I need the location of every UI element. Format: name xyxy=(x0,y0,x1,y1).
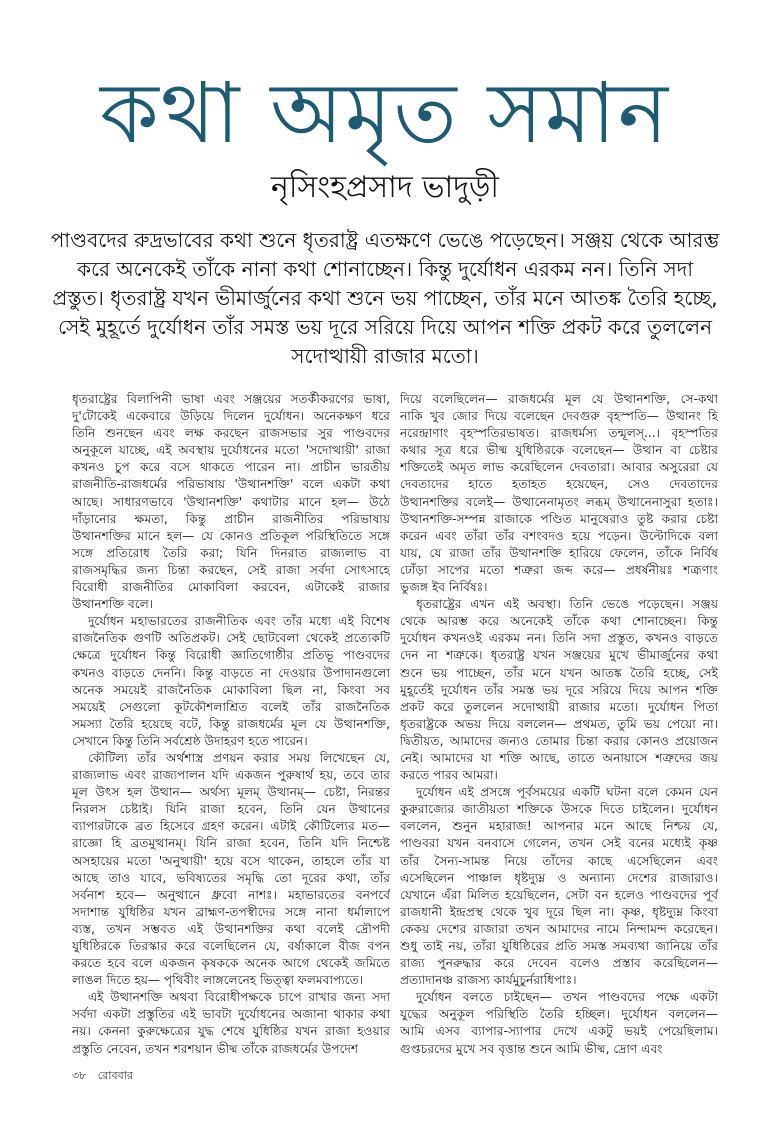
text-line: প্রস্তুতি নেবেন, তখন শরশয়ান ভীষ্ম তাঁকে রাজধর্মের উপদেশ xyxy=(72,1041,359,1056)
text-line: এসেছিলেন পাঞ্চাল ধৃষ্টদ্যুম্ন ও অন্যান্য দেশের রাজারাও। xyxy=(400,870,718,885)
text-line: নয়। কেননা কুরুক্ষেত্রের যুদ্ধ শেষে যুধিষ্ঠির যখন রাজা হওয়ার xyxy=(72,1024,390,1039)
text-line: ধৃতরাষ্ট্রের এখন এই অবস্থা। তিনি ভেঙে পড়েছেন। সঞ্জয় xyxy=(416,597,718,612)
text-line: বললেন, শুনুন মহারাজ! আপনার মনে আছে নিশ্চয় যে, xyxy=(400,819,718,834)
text-line: করতে পারব আমরা। xyxy=(400,768,498,783)
text-line: দিয়ে বলেছিলেন— রাজধর্মের মূল যে উত্থানশক্তি, সে-কথা xyxy=(400,392,718,406)
article-body xyxy=(72,391,718,1058)
text-line: দুর্যোধন বলতে চাইছেন— তখন পাণ্ডবদের পক্ষে একটা xyxy=(416,990,718,1005)
text-line: উত্থানশক্তির বলেই— উত্থানেনামৃতং লব্ধম্ উত্থানেনাসুরা হতাঃ। xyxy=(400,494,718,509)
text-line: শুধু তাই নয়, তাঁরা যুধিষ্ঠিরের প্রতি সমস্ত সমব্যথা জানিয়ে তাঁর xyxy=(400,939,718,953)
text-line: ব্যাপারটাকে ব্রত হিসেবে গ্রহণ করেন। এটাই কৌটিল্যের মত— xyxy=(72,819,390,834)
text-line: শুনে ভয় পাচ্ছেন, তাঁর মনে যখন আতঙ্ক তৈরি হচ্ছে, সেই xyxy=(400,665,718,680)
text-line: করেন এবং তাঁরা তাঁর বশংবদও হয়ে পড়েন। উল্টোদিকে বলা xyxy=(400,528,718,543)
article-author: নৃসিংহপ্রসাদ ভাদুড়ী xyxy=(270,170,499,205)
text-line: সময়েই সেগুলো কূটকৌশলাশ্রিত বলেই তাঁর রাজনৈতিক xyxy=(72,699,390,714)
text-line: রাজ্যলাভ এবং রাজ্যপালন যদি একজন পুরুষার্থ হয়, তবে তার xyxy=(72,768,390,783)
text-line: অনুকূলে যাচ্ছে, এই অবস্থায় দুর্যোধনের মতো 'সদোত্থায়ী' রাজা xyxy=(72,443,390,458)
text-line: সর্বদা একটা প্রস্তুতির এই ভাবটা দুর্যোধনের অজানা থাকার কথা xyxy=(72,1007,390,1022)
text-line: দুর্যোধন এই প্রসঙ্গে পূর্বসময়ের একটি ঘটনা বলে কেমন যেন xyxy=(416,785,718,800)
text-line: নাকি খুব জোর দিয়ে বলেছেন দেবগুরু বৃহস্পতি— উত্থানং হি xyxy=(400,409,718,424)
text-line: যেখানে এঁরা মিলিত হয়েছিলেন, সেটা বন হলেও পাণ্ডবদের পূর্ব xyxy=(400,887,718,902)
text-line: কখনও চুপ করে বসে থাকতে পারেন না। প্রাচীন ভারতীয় xyxy=(72,460,390,475)
text-line: করতে হবে বলে একজন কৃষককে অনেক আগে থেকেই জমিতে xyxy=(72,956,390,971)
text-line: রাজসমৃদ্ধির জন্য চিন্তা করছেন, সেই রাজা সর্বদা সোৎসাহে xyxy=(72,562,390,577)
text-line: দেন না শত্রুকে। ধৃতরাষ্ট্র যখন সঞ্জয়ের মুখে ভীমার্জুনের কথা xyxy=(400,648,718,663)
text-line: দু'টোকেই একেবারে উড়িয়ে দিলেন দুর্যোধন। অনেকক্ষণ ধরে xyxy=(72,409,390,424)
text-line: দুর্যোধন মহাভারতের রাজনীতিক এবং তাঁর মধ্যে এই বিশেষ xyxy=(88,614,390,629)
paragraph xyxy=(400,391,718,596)
text-line: উত্থানশক্তি-সম্পন্ন রাজাকে পণ্ডিত মানুষেরাও তুষ্ট করার চেষ্টা xyxy=(400,511,718,526)
text-line: মুহূর্তেই দুর্যোধন তাঁর সমস্ত ভয় দূরে সরিয়ে দিয়ে আপন শক্তি xyxy=(400,682,718,697)
page-footer xyxy=(72,1068,770,1104)
text-line: উত্থানশক্তির মানে হল— যে কোনও প্রতিকূল পরিস্থিতিতে সঙ্গে xyxy=(72,528,390,543)
text-line: দেবতাদের হাতে হতাহত হয়েছেন, সেও দেবতাদের xyxy=(400,477,718,492)
text-line: ব্যস্ত, তখন সম্ভবত এই উত্থানশক্তির কথা বলেই দ্রৌপদী xyxy=(72,921,390,936)
text-line: উত্থানশক্তি বলে। xyxy=(72,597,154,612)
text-line: অসহায়ের মতো 'অনুত্থায়ী' হয়ে বসে থাকেন, তাহলে তাঁর যা xyxy=(72,853,390,868)
text-line: তাঁর সৈন্য-সামন্ত নিয়ে তাঁদের কাছে এসেছিলেন এবং xyxy=(400,853,718,868)
text-line: সমস্যা তৈরি হয়েছে বটে, কিন্তু রাজধর্মের মূল যে উত্থানশক্তি, xyxy=(72,716,390,731)
text-line: যুদ্ধের অনুকূল পরিস্থিতি তৈরি হচ্ছিল। দুর্যোধন বললেন— xyxy=(400,1007,718,1022)
paragraph xyxy=(72,613,390,750)
text-line: নিরলস চেষ্টাই। যিনি রাজা হবেন, তিনি যেন উত্থানের xyxy=(72,802,390,817)
text-line: থেকে আরম্ভ করে অনেকেই তাঁকে কথা শোনাচ্ছেন। কিন্তু xyxy=(400,614,718,629)
text-line: রাজনীতি-রাজধর্মের পরিভাষায় 'উত্থানশক্তি' বলে একটা কথা xyxy=(72,477,390,492)
text-line: রাজধানী ইন্দ্রপ্রস্থ থেকে খুব দূরে ছিল না। কৃষ্ণ, ধৃষ্টদ্যুম্ন কিংবা xyxy=(400,904,718,919)
text-line: বিরোধী রাজনীতির মোকাবিলা করবেন, এটাকেই রাজার xyxy=(72,580,390,595)
text-line: ঢোঁড়া সাপের মতো শত্রুরা জব্দ করে— প্রধর্ষনীয়ঃ শত্রূণাং xyxy=(400,562,718,577)
text-line: ক্ষেত্রে দুর্যোধন কিন্তু বিরোধী জ্ঞাতিগোষ্ঠীর প্রতিভূ পাণ্ডবদের xyxy=(72,648,390,663)
text-line: সদাশান্ত যুধিষ্ঠির যখন ব্রাহ্মণ-তপস্বীদের সঙ্গে নানা ধর্মালাপে xyxy=(72,904,390,919)
text-line: সঙ্গে প্রতিরোধ তৈরি করা; যিনি দিনরাত রাজ্যলাভ বা xyxy=(72,545,390,560)
text-line: ধৃতরাষ্ট্রকে অভয় দিয়ে বললেন— প্রথমত, তুমি ভয় পেয়ো না। xyxy=(400,716,718,731)
text-line: এই উত্থানশক্তি অথবা বিরোধীপক্ষকে চাপে রাখার জন্য সদা xyxy=(88,990,390,1005)
page-number: ৩৮ xyxy=(72,1068,87,1082)
paragraph xyxy=(400,784,718,989)
text-line: কুরুরাজ্যের জাতীয়তা শক্তিকে উসকে দিতে চাইলেন। দুর্যোধন xyxy=(400,802,718,817)
text-line: প্রকট করে তুললেন সদোত্থায়ী রাজার মতো। দুর্যোধন পিতা xyxy=(400,699,718,714)
text-line: অনেক সময়েই রাজনৈতিক মোকাবিলা ছিল না, কিংবা সব xyxy=(72,682,390,697)
text-line: পাণ্ডবরা যখন বনবাসে গেলেন, তখন সেই বনের মধ্যেই কৃষ্ণ xyxy=(400,836,718,851)
paragraph xyxy=(72,750,390,989)
text-line: মূল উৎস হল উত্থান— অর্থস্য মূলম্ উত্থানম্— চেষ্টা, নিরন্তর xyxy=(72,785,390,800)
text-line: কখনও বাড়তে দেননি। কিন্তু বাড়তে না দেওয়ার উপাদানগুলো xyxy=(72,665,390,680)
text-line: কৌটিল্য তাঁর অর্থশাস্ত্র প্রণয়ন করার সময় লিখেছেন যে, xyxy=(88,750,390,765)
paragraph xyxy=(72,989,390,1057)
text-line: ধৃতরাষ্ট্রের বিলাপিনী ভাষা এবং সঞ্জয়ের সতর্কীকরণের ভাষা, xyxy=(72,392,390,406)
text-line: রাজনৈতিক গুণটি অতিপ্রকট। সেই ছোটবেলা থেকেই প্রত্যেকটি xyxy=(72,631,390,646)
text-line: দ্বিতীয়ত, আমাদের জন্যও তোমার চিন্তা করার কোনও প্রয়োজন xyxy=(400,733,718,748)
text-line: নরেন্দ্রাণাং বৃহস্পতিরভাষত। রাজধর্মস্য তন্মূলস্...। বৃহস্পতির xyxy=(400,426,718,441)
text-line: রাজ্য পুনরুদ্ধার করে দেবেন বলেও প্রস্তাব করেছিলেন— xyxy=(400,956,718,971)
text-line: কথার সূত্র ধরে ভীষ্ম যুধিষ্ঠিরকে বলেছেন— উত্থান বা চেষ্টার xyxy=(400,443,718,458)
text-line: প্রত্যাদানঞ্চ রাজস্য কার্যমুচুর্নরাধিপাঃ। xyxy=(400,973,577,988)
text-line: লাঙল দিতে হয়— পৃথিবীং লাঙ্গলেনেহ ভিত্ত্বা ফলমবাপ্যতে। xyxy=(72,973,364,988)
text-line: কেকয় দেশের রাজারা তখন আমাদের নামে নিন্দামন্দ করেছেন। xyxy=(400,921,718,936)
paragraph xyxy=(400,596,718,784)
text-line: যায়, যে রাজা তাঁর উত্থানশক্তি হারিয়ে ফেলেন, তাঁকে নির্বিষ xyxy=(400,545,718,560)
text-line: তিনি শুনছেন এবং লক্ষ করছেন রাজসভার সুর পাণ্ডবদের xyxy=(72,426,390,441)
text-line: দাঁড়ানোর ক্ষমতা, কিন্তু প্রাচীন রাজনীতির পরিভাষায় xyxy=(72,511,390,526)
text-line: আমি এসব ব্যাপার-স্যাপার দেখে একটু ভয়ই পেয়েছিলাম। xyxy=(400,1024,718,1039)
text-line: দুর্যোধন কখনওই এরকম নন। তিনি সদা প্রস্তুত, কখনও বাড়তে xyxy=(400,631,718,646)
text-line: গুপ্তচরদের মুখে সব বৃত্তান্ত শুনে আমি ভীষ্ম, দ্রোণ এবং xyxy=(400,1041,663,1056)
text-line: সেখানে কিন্তু তিনি সর্বশ্রেষ্ঠ উদাহরণ হতে পারেন। xyxy=(72,733,308,748)
article-intro: পাণ্ডবদের রুদ্রভাবের কথা শুনে ধৃতরাষ্ট্র এতক্ষণে ভেঙে পড়েছেন। সঞ্জয় থেকে আরম্ভ করে অনেকেই তাঁকে নানা কথা শোনাচ্ছেন। কিন্তু দুর্যোধন এরকম নন। তিনি সদা প্রস্তুত। ধৃতরাষ্ট্র যখন ভীমার্জুনের কথা শুনে ভয় পাচ্ছেন, তাঁর মনে আতঙ্ক তৈরি হচ্ছে, সেই মুহূর্তে দুর্যোধন তাঁর সমস্ত ভয় দূরে সরিয়ে দিয়ে আপন শক্তি প্রকট করে তুললেন সদোত্থায়ী রাজার মতো। xyxy=(50,228,720,368)
text-line: ভুজঙ্গ ইব নির্বিষঃ। xyxy=(400,580,488,595)
text-column-right xyxy=(400,391,718,1058)
article-title: কথা অমৃত সমান xyxy=(100,64,670,162)
text-line: আছে তাও যাবে, ভবিষ্যতের সমৃদ্ধি তো দূরের কথা, তাঁর xyxy=(72,870,390,885)
paragraph xyxy=(72,391,390,613)
text-line: রাজ্ঞো হি ব্রতমুত্থানম্। যিনি রাজা হবেন, তিনি যদি নিশ্চেষ্ট xyxy=(72,836,390,851)
paragraph xyxy=(400,989,718,1057)
text-column-left xyxy=(72,391,390,1058)
text-line: আছে। সাধারণভাবে 'উত্থানশক্তি' কথাটার মানে হল— উঠে xyxy=(72,494,390,509)
text-line: শক্তিতেই অমৃত লাভ করেছিলেন দেবতারা। আবার অসুরেরা যে xyxy=(400,460,718,475)
text-line: যুধিষ্ঠিরকে তিরস্কার করে বলেছিলেন যে, বর্ষাকালে বীজ বপন xyxy=(72,939,390,953)
text-line: সর্বনাশ হবে— অনুত্থানে ধ্রুবো নাশঃ। মহাভারতের বনপর্বে xyxy=(72,887,390,902)
text-line: নেই। আমাদের যা শক্তি আছে, তাতে অনায়াসে শত্রুদের জয় xyxy=(400,750,718,765)
magazine-name: রোববার xyxy=(97,1068,133,1082)
